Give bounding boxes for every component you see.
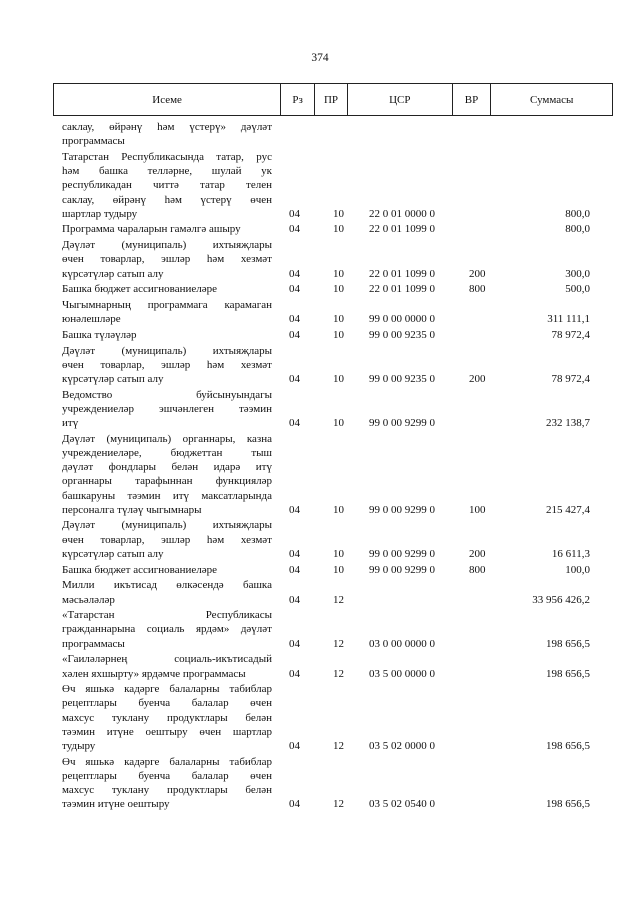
column-header-sum: Суммасы: [490, 84, 612, 115]
row-vr: 200: [469, 372, 486, 385]
row-name-line: күрсәтүләр сатып алу: [62, 372, 164, 385]
row-csr: 03 5 02 0540 0: [369, 798, 435, 811]
row-rz: 04: [289, 593, 300, 606]
row-csr: 99 0 00 9235 0: [369, 328, 435, 341]
row-name-line: Ведомство буйсынуындагы: [62, 388, 272, 401]
row-name: [62, 150, 272, 221]
table-body: [62, 120, 590, 813]
row-name-line: махсус туклану продуктлары белән: [62, 784, 272, 797]
row-name-line: өчен товарлар, эшләр һәм хезмәт: [62, 358, 272, 371]
row-csr: 99 0 00 9235 0: [369, 372, 435, 385]
table-row: [62, 120, 590, 148]
page-number: 374: [311, 52, 329, 64]
table-row: [62, 682, 590, 753]
row-sum: 215 427,4: [546, 503, 590, 516]
row-pr: 10: [333, 328, 344, 341]
row-name-line: өчен товарлар, эшләр һәм хезмәт: [62, 533, 272, 546]
column-header-name: Исеме: [152, 93, 182, 106]
row-rz: 04: [289, 372, 300, 385]
row-name-line: Татарстан Республикасында татар, рус: [62, 150, 272, 163]
row-name-line: персоналга түләү чыгымнары: [62, 503, 202, 516]
table-row: [62, 150, 590, 221]
table-row: [62, 282, 590, 296]
table-row: [62, 608, 590, 651]
row-pr: 10: [333, 563, 344, 576]
row-name: [62, 518, 272, 561]
table-row: [62, 344, 590, 387]
row-name-line: саклау, өйрәнү һәм үстерү» дәүләт: [62, 121, 272, 133]
row-pr: 12: [333, 593, 344, 606]
row-name: [62, 344, 272, 387]
row-name: [62, 578, 272, 606]
row-name-line: дәүләт фондлары белән идарә итү: [62, 461, 272, 474]
row-sum: 16 611,3: [551, 547, 590, 560]
row-name-line: рецептлары буенча балалар өчен: [62, 769, 272, 782]
row-rz: 04: [289, 563, 300, 576]
row-pr: 10: [333, 223, 344, 236]
row-rz: 04: [289, 798, 300, 811]
row-name-line: Дәүләт (муниципаль) ихтыяҗлары: [62, 344, 272, 357]
column-header-csr: ЦСР: [347, 84, 452, 115]
row-name-line: Өч яшькә кадәрге балаларны табиблар: [62, 755, 272, 768]
row-rz: 04: [289, 740, 300, 753]
row-pr: 10: [333, 503, 344, 516]
row-sum: 800,0: [565, 207, 590, 220]
row-pr: 10: [333, 547, 344, 560]
row-name-line: һәм башка телләрне, шулай ук: [62, 165, 272, 178]
row-vr: 200: [469, 267, 486, 280]
row-pr: 10: [333, 207, 344, 220]
row-name-line: Башка бюджет ассигнованиеләре: [62, 283, 217, 296]
column-header-pr: ПР: [314, 84, 347, 115]
row-name: [62, 652, 272, 680]
table-header: [53, 83, 613, 116]
row-name: [62, 120, 272, 148]
row-name: [62, 682, 272, 753]
row-name-line: хәлен яхшырту» ярдәмче программасы: [62, 667, 246, 680]
row-rz: 04: [289, 283, 300, 296]
row-name-line: тәэмин итүне оештыру өчен шартлар: [62, 725, 272, 738]
table-row: [62, 652, 590, 680]
row-csr: 22 0 01 1099 0: [369, 223, 435, 236]
row-csr: 22 0 01 1099 0: [369, 267, 435, 280]
row-vr: 800: [469, 563, 486, 576]
row-name: [62, 432, 272, 517]
row-csr: 22 0 01 0000 0: [369, 207, 435, 220]
row-sum: 311 111,1: [547, 313, 590, 326]
column-header-vr: ВР: [452, 84, 491, 115]
row-pr: 10: [333, 283, 344, 296]
row-name-line: Дәүләт (муниципаль) ихтыяҗлары: [62, 239, 272, 252]
row-sum: 78 972,4: [551, 372, 590, 385]
row-name-line: юнәлешләре: [62, 313, 121, 326]
table-row: [62, 755, 590, 812]
row-rz: 04: [289, 417, 300, 430]
table-row: [62, 578, 590, 606]
row-csr: 03 5 00 0000 0: [369, 667, 435, 680]
row-pr: 10: [333, 313, 344, 326]
row-pr: 10: [333, 267, 344, 280]
row-csr: 99 0 00 0000 0: [369, 313, 435, 326]
row-vr: 200: [469, 547, 486, 560]
row-name-line: күрсәтүләр сатып алу: [62, 267, 164, 280]
row-name-line: башкаруны тәэмин итү максатларында: [62, 489, 272, 502]
row-vr: 100: [469, 503, 486, 516]
row-name-line: Милли икътисад өлкәсендә башка: [62, 579, 272, 592]
row-rz: 04: [289, 637, 300, 650]
row-name: [62, 608, 272, 651]
table-row: [62, 238, 590, 281]
row-csr: 03 5 02 0000 0: [369, 740, 435, 753]
row-csr: 22 0 01 1099 0: [369, 283, 435, 296]
row-name-line: учреждениеләр эшчәнлеген тәэмин: [62, 402, 272, 415]
row-csr: 99 0 00 9299 0: [369, 563, 435, 576]
row-csr: 99 0 00 9299 0: [369, 547, 435, 560]
row-sum: 500,0: [565, 283, 590, 296]
row-pr: 12: [333, 637, 344, 650]
row-name-line: программасы: [62, 135, 125, 148]
row-sum: 198 656,5: [546, 798, 590, 811]
row-name-line: өчен товарлар, эшләр һәм хезмәт: [62, 253, 272, 266]
row-rz: 04: [289, 503, 300, 516]
row-sum: 198 656,5: [546, 667, 590, 680]
row-sum: 78 972,4: [551, 328, 590, 341]
row-rz: 04: [289, 547, 300, 560]
row-name-line: республикадан читтә татар телен: [62, 179, 272, 192]
row-name-line: мәсьәләләр: [62, 593, 115, 606]
row-name-line: гражданнарына социаль ярдәм» дәүләт: [62, 623, 272, 636]
column-header-rz: Рз: [280, 84, 314, 115]
row-rz: 04: [289, 667, 300, 680]
row-name: [62, 388, 272, 431]
table-row: [62, 563, 590, 577]
row-name-line: тәэмин итүне оештыру: [62, 798, 170, 811]
row-csr: 03 0 00 0000 0: [369, 637, 435, 650]
row-name-line: «Гаиләләрнең социаль-икътисадый: [62, 653, 272, 666]
row-pr: 12: [333, 798, 344, 811]
row-sum: 198 656,5: [546, 637, 590, 650]
row-sum: 100,0: [565, 563, 590, 576]
row-rz: 04: [289, 313, 300, 326]
row-pr: 10: [333, 372, 344, 385]
row-name: [62, 298, 272, 326]
row-csr: 99 0 00 9299 0: [369, 417, 435, 430]
row-name-line: итү: [62, 417, 79, 430]
row-name-line: Өч яшькә кадәрге балаларны табиблар: [62, 683, 272, 696]
row-name: [62, 563, 272, 577]
row-name: [62, 238, 272, 281]
table-row: [62, 432, 590, 517]
row-name-line: Башка бюджет ассигнованиеләре: [62, 563, 217, 576]
row-rz: 04: [289, 267, 300, 280]
row-name-line: Дәүләт (муниципаль) органнары, казна: [62, 432, 272, 445]
row-name-line: органнары тарафыннан функцияләр: [62, 475, 272, 488]
row-name-line: учреждениеләре, бюджеттан тыш: [62, 446, 272, 459]
row-name-line: махсус туклану продуктлары белән: [62, 711, 272, 724]
row-name-line: Дәүләт (муниципаль) ихтыяҗлары: [62, 519, 272, 532]
row-rz: 04: [289, 223, 300, 236]
table-row: [62, 298, 590, 326]
row-name-line: күрсәтүләр сатып алу: [62, 547, 164, 560]
table-row: [62, 388, 590, 431]
row-sum: 300,0: [565, 267, 590, 280]
row-name-line: тудыру: [62, 740, 96, 753]
row-vr: 800: [469, 283, 486, 296]
table-row: [62, 518, 590, 561]
table-row: [62, 328, 590, 342]
row-name: [62, 282, 272, 296]
row-name: [62, 328, 272, 342]
row-sum: 232 138,7: [546, 417, 590, 430]
row-sum: 800,0: [565, 223, 590, 236]
table-row: [62, 222, 590, 236]
row-rz: 04: [289, 207, 300, 220]
row-name-line: программасы: [62, 637, 125, 650]
row-csr: 99 0 00 9299 0: [369, 503, 435, 516]
row-pr: 10: [333, 417, 344, 430]
row-pr: 12: [333, 667, 344, 680]
row-sum: 198 656,5: [546, 740, 590, 753]
row-sum: 33 956 426,2: [532, 593, 590, 606]
row-name-line: саклау, өйрәнү һәм үстерү өчен: [62, 193, 272, 206]
row-name-line: рецептлары буенча балалар өчен: [62, 697, 272, 710]
row-name: [62, 755, 272, 812]
row-name-line: Башка түләүләр: [62, 328, 137, 341]
row-pr: 12: [333, 740, 344, 753]
row-name-line: Чыгымнарның программага карамаган: [62, 298, 272, 311]
row-name-line: Программа чараларын гамәлгә ашыру: [62, 223, 241, 236]
row-name: [62, 222, 272, 236]
row-rz: 04: [289, 328, 300, 341]
row-name-line: шартлар тудыру: [62, 207, 138, 220]
row-name-line: «Татарстан Республикасы: [62, 609, 272, 622]
